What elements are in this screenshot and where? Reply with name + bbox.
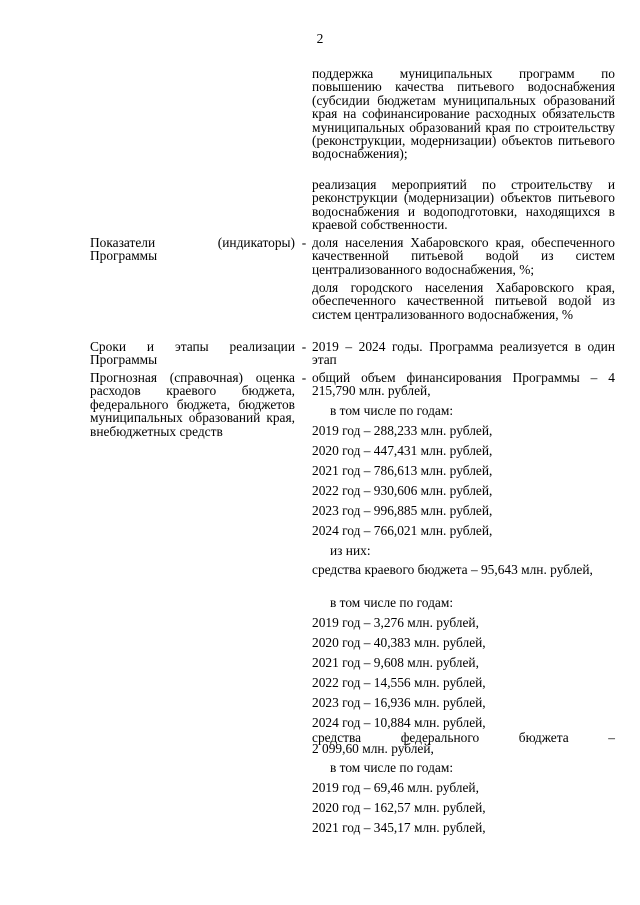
continuation-paragraph-2: реализация мероприятий по строительству и реконструкции (модернизации) объектов питьевого водоснабжения и водоподготовки, находящихся в краевой собственности.	[312, 177, 615, 233]
indicators-dash: -	[301, 235, 307, 250]
continuation-paragraph-1: поддержка муниципальных программ по повышению качества питьевого водоснабжения (субсидии бюджетам муниципальных образований края на софинансирование расходных обязательств муниципальных образований края по строительству (реконструкции, модернизации) объектов питьевого водоснабжения);	[312, 66, 615, 162]
indicators-label: Показатели (индикаторы) Программы	[90, 235, 295, 264]
regional-year-row: 2022 год – 14,556 млн. рублей,	[312, 675, 486, 690]
forecast-years-heading: в том числе по годам:	[330, 403, 454, 418]
regional-budget-total: средства краевого бюджета – 95,643 млн. рублей,	[312, 562, 593, 577]
forecast-total: общий объем финансирования Программы – 4 215,790 млн. рублей,	[312, 370, 615, 399]
forecast-dash: -	[301, 370, 307, 385]
regional-years-heading: в том числе по годам:	[330, 595, 454, 610]
federal-year-row: 2019 год – 69,46 млн. рублей,	[312, 780, 479, 795]
forecast-year-row: 2019 год – 288,233 млн. рублей,	[312, 423, 493, 438]
federal-years-heading: в том числе по годам:	[330, 760, 454, 775]
forecast-year-row: 2021 год – 786,613 млн. рублей,	[312, 463, 493, 478]
forecast-label: Прогнозная (справочная) оценка расходов краевого бюджета, федерального бюджета, бюджетов муниципальных образований края, внебюджетных средств	[90, 370, 295, 439]
regional-year-row: 2024 год – 10,884 млн. рублей,	[312, 715, 486, 730]
regional-year-row: 2023 год – 16,936 млн. рублей,	[312, 695, 486, 710]
federal-year-row: 2020 год – 162,57 млн. рублей,	[312, 800, 486, 815]
of-them-label: из них:	[330, 543, 371, 558]
federal-year-row: 2021 год – 345,17 млн. рублей,	[312, 820, 486, 835]
stages-label: Сроки и этапы реализации Программы	[90, 339, 295, 368]
forecast-year-row: 2024 год – 766,021 млн. рублей,	[312, 523, 493, 538]
federal-budget-label: средства федерального бюджета –	[312, 730, 615, 745]
forecast-year-row: 2023 год – 996,885 млн. рублей,	[312, 503, 493, 518]
regional-year-row: 2019 год – 3,276 млн. рублей,	[312, 615, 479, 630]
stages-value: 2019 – 2024 годы. Программа реализуется в один этап	[312, 339, 615, 368]
regional-year-row: 2021 год – 9,608 млн. рублей,	[312, 655, 479, 670]
forecast-year-row: 2020 год – 447,431 млн. рублей,	[312, 443, 493, 458]
page-number: 2	[316, 31, 324, 46]
regional-year-row: 2020 год – 40,383 млн. рублей,	[312, 635, 486, 650]
indicators-value-1: доля населения Хабаровского края, обеспеченного качественной питьевой водой из систем централизованного водоснабжения, %;	[312, 235, 615, 277]
federal-budget-amount: 2 099,60 млн. рублей,	[312, 741, 434, 756]
indicators-value-2: доля городского населения Хабаровского края, обеспеченного качественной питьевой водой из систем централизованного водоснабжения, %	[312, 280, 615, 322]
stages-dash: -	[301, 339, 307, 354]
forecast-year-row: 2022 год – 930,606 млн. рублей,	[312, 483, 493, 498]
